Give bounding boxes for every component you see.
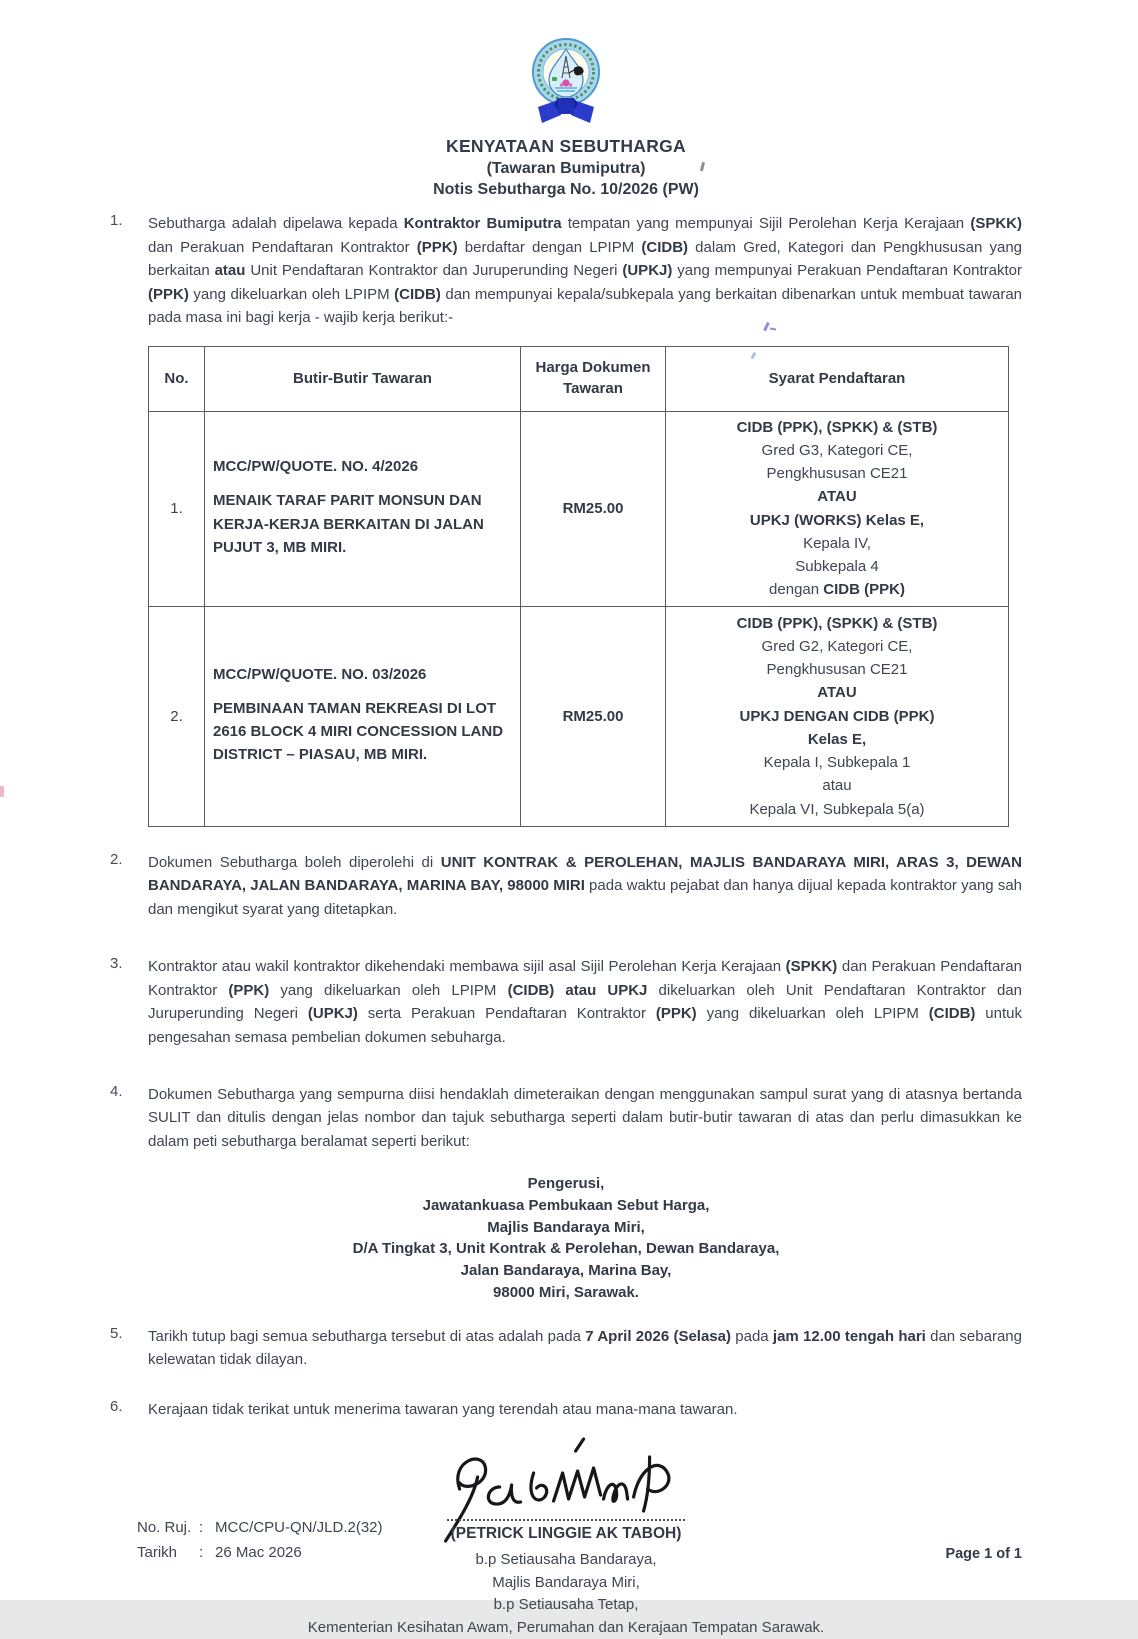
paragraph-4-text: Dokumen Sebutharga yang sempurna diisi hendaklah dimeteraikan dengan menggunakan sampul surat yang di atasnya bertanda SULIT dan ditulis dengan jelas nombor dan tajuk sebutharga seperti dalam butir-butir tawaran di atas dan perlu dimasukkan ke dalam peti sebutharga beralamat seperti berikut:: [148, 1085, 1022, 1150]
paragraph-3: [110, 955, 1022, 1049]
paragraph-4: [110, 1083, 1022, 1154]
row1-details: [205, 411, 521, 606]
row1-project-title: MENAIK TARAF PARIT MONSUN DAN KERJA-KERJA BERKAITAN DI JALAN PUJUT 3, MB MIRI.: [213, 492, 484, 556]
signatory-name: (PETRICK LINGGIE AK TABOH): [450, 1525, 682, 1543]
page-number: Page 1 of 1: [945, 1546, 1022, 1562]
paragraph-1-number: 1.: [110, 212, 123, 229]
paragraph-6-text: Kerajaan tidak terikat untuk menerima tawaran yang terendah atau mana-mana tawaran.: [148, 1400, 738, 1418]
row2-details: [205, 606, 521, 826]
tender-table: [148, 346, 1009, 827]
paragraph-1-text: Sebutharga adalah dipelawa kepada Kontraktor Bumiputra tempatan yang mempunyai Sijil Perolehan Kerja Kerajaan (SPKK) dan Perakuan Pendaftaran Kontraktor (PPK) berdaftar dengan LPIPM (CIDB) dalam Gred, Kategori dan Pengkhususan yang berkaitan atau Unit Pendaftaran Kontraktor dan Juruperunding Negeri (UPKJ) yang mempunyai Perakuan Pendaftaran Kontraktor (PPK) yang dikeluarkan oleh LPIPM (CIDB) dan mempunyai kepala/subkepala yang berkaitan dibenarkan untuk membuat tawaran pada masa ini bagi kerja - wajib kerja berikut:-: [148, 215, 1023, 327]
row1-quote-number: MCC/PW/QUOTE. NO. 4/2026: [213, 458, 419, 476]
ref-label: No. Ruj.: [137, 1519, 192, 1536]
paragraph-2-text: Dokumen Sebutharga boleh diperolehi di UNIT KONTRAK & PEROLEHAN, MAJLIS BANDARAYA MIRI, ARAS 3, DEWAN BANDARAYA, JALAN BANDARAYA, MARINA BAY, 98000 MIRI pada waktu pejabat dan hanya dijual kepada kontraktor yang sah dan mengikut syarat yang ditetapkan.: [148, 853, 1022, 918]
col-header-butir: Butir-Butir Tawaran: [205, 346, 521, 411]
col-header-harga: Harga Dokumen Tawaran: [521, 346, 666, 411]
paragraph-5-text: Tarikh tutup bagi semua sebutharga tersebut di atas adalah pada 7 April 2026 (Selasa) pada jam 12.00 tengah hari dan sebarang kelewatan tidak dilayan.: [148, 1327, 1022, 1369]
date-value: 26 Mac 2026: [215, 1543, 302, 1561]
date-label: Tarikh: [137, 1543, 178, 1561]
paragraph-6-number: 6.: [110, 1397, 123, 1415]
paragraph-5-number: 5.: [110, 1324, 123, 1342]
submission-address: Pengerusi, Jawatankuasa Pembukaan Sebut Harga, Majlis Bandaraya Miri, D/A Tingkat 3, Unit Kontrak & Perolehan, Dewan Bandaraya, Jalan Bandaraya, Marina Bay, 98000 Miri, Sarawak.: [352, 1175, 780, 1301]
date-colon: :: [199, 1543, 204, 1561]
city-council-crest-logo: [528, 34, 604, 132]
scan-artifact-mark: [0, 786, 4, 797]
tender-table-header-row: [149, 346, 1009, 411]
table-row: [149, 411, 1009, 606]
document-title: KENYATAAN SEBUTHARGA: [446, 136, 686, 156]
col-header-syarat: Syarat Pendaftaran: [666, 346, 1009, 411]
table-row: [149, 606, 1009, 826]
paragraph-5: [110, 1325, 1022, 1372]
document-header: [110, 34, 1022, 199]
paragraph-2-number: 2.: [110, 850, 123, 868]
col-header-no: No.: [149, 346, 205, 411]
row2-registration-requirements: CIDB (PPK), (SPKK) & (STB) Gred G2, Kategori CE, Pengkhususan CE21 ATAU UPKJ DENGAN CIDB (PPK) Kelas E, Kepala I, Subkepala 1 atau Kepala VI, Subkepala 5(a): [666, 606, 1009, 826]
paragraph-3-number: 3.: [110, 955, 123, 973]
footer-reference: [137, 1516, 383, 1566]
row1-registration-requirements: CIDB (PPK), (SPKK) & (STB) Gred G3, Kategori CE, Pengkhususan CE21 ATAU UPKJ (WORKS) Kelas E, Kepala IV, Subkepala 4 dengan CIDB (PPK): [666, 411, 1009, 606]
ref-colon: :: [199, 1519, 204, 1536]
paragraph-1: [110, 212, 1022, 330]
row1-number: 1.: [149, 411, 205, 606]
row2-quote-number: MCC/PW/QUOTE. NO. 03/2026: [213, 665, 427, 683]
row2-project-title: PEMBINAAN TAMAN REKREASI DI LOT 2616 BLOCK 4 MIRI CONCESSION LAND DISTRICT – PIASAU, MB MIRI.: [213, 699, 504, 764]
paragraph-3-text: Kontraktor atau wakil kontraktor dikehendaki membawa sijil asal Sijil Perolehan Kerja Kerajaan (SPKK) dan Perakuan Pendaftaran Kontraktor (PPK) yang dikeluarkan oleh LPIPM (CIDB) atau UPKJ dikeluarkan oleh Unit Pendaftaran Kontraktor dan Juruperunding Negeri (UPKJ) serta Perakuan Pendaftaran Kontraktor (PPK) yang dikeluarkan oleh LPIPM (CIDB) untuk pengesahan semasa pembelian dokumen sebuharga.: [148, 958, 1023, 1047]
row2-number: 2.: [149, 606, 205, 826]
row1-document-price: RM25.00: [521, 411, 666, 606]
ref-value: MCC/CPU-QN/JLD.2(32): [215, 1519, 383, 1536]
signature-dotted-line: [447, 1519, 685, 1521]
signatory-titles: b.p Setiausaha Bandaraya, Majlis Bandaraya Miri, b.p Setiausaha Tetap, Kementerian Kesihatan Awam, Perumahan dan Kerajaan Tempatan Sarawak.: [307, 1551, 825, 1636]
paragraph-4-number: 4.: [110, 1082, 123, 1100]
paragraph-2: [110, 851, 1022, 922]
row2-document-price: RM25.00: [521, 606, 666, 826]
paragraph-6: [110, 1398, 1022, 1422]
document-subtitle: (Tawaran Bumiputra): [486, 160, 646, 177]
notice-number: Notis Sebutharga No. 10/2026 (PW): [433, 181, 699, 198]
